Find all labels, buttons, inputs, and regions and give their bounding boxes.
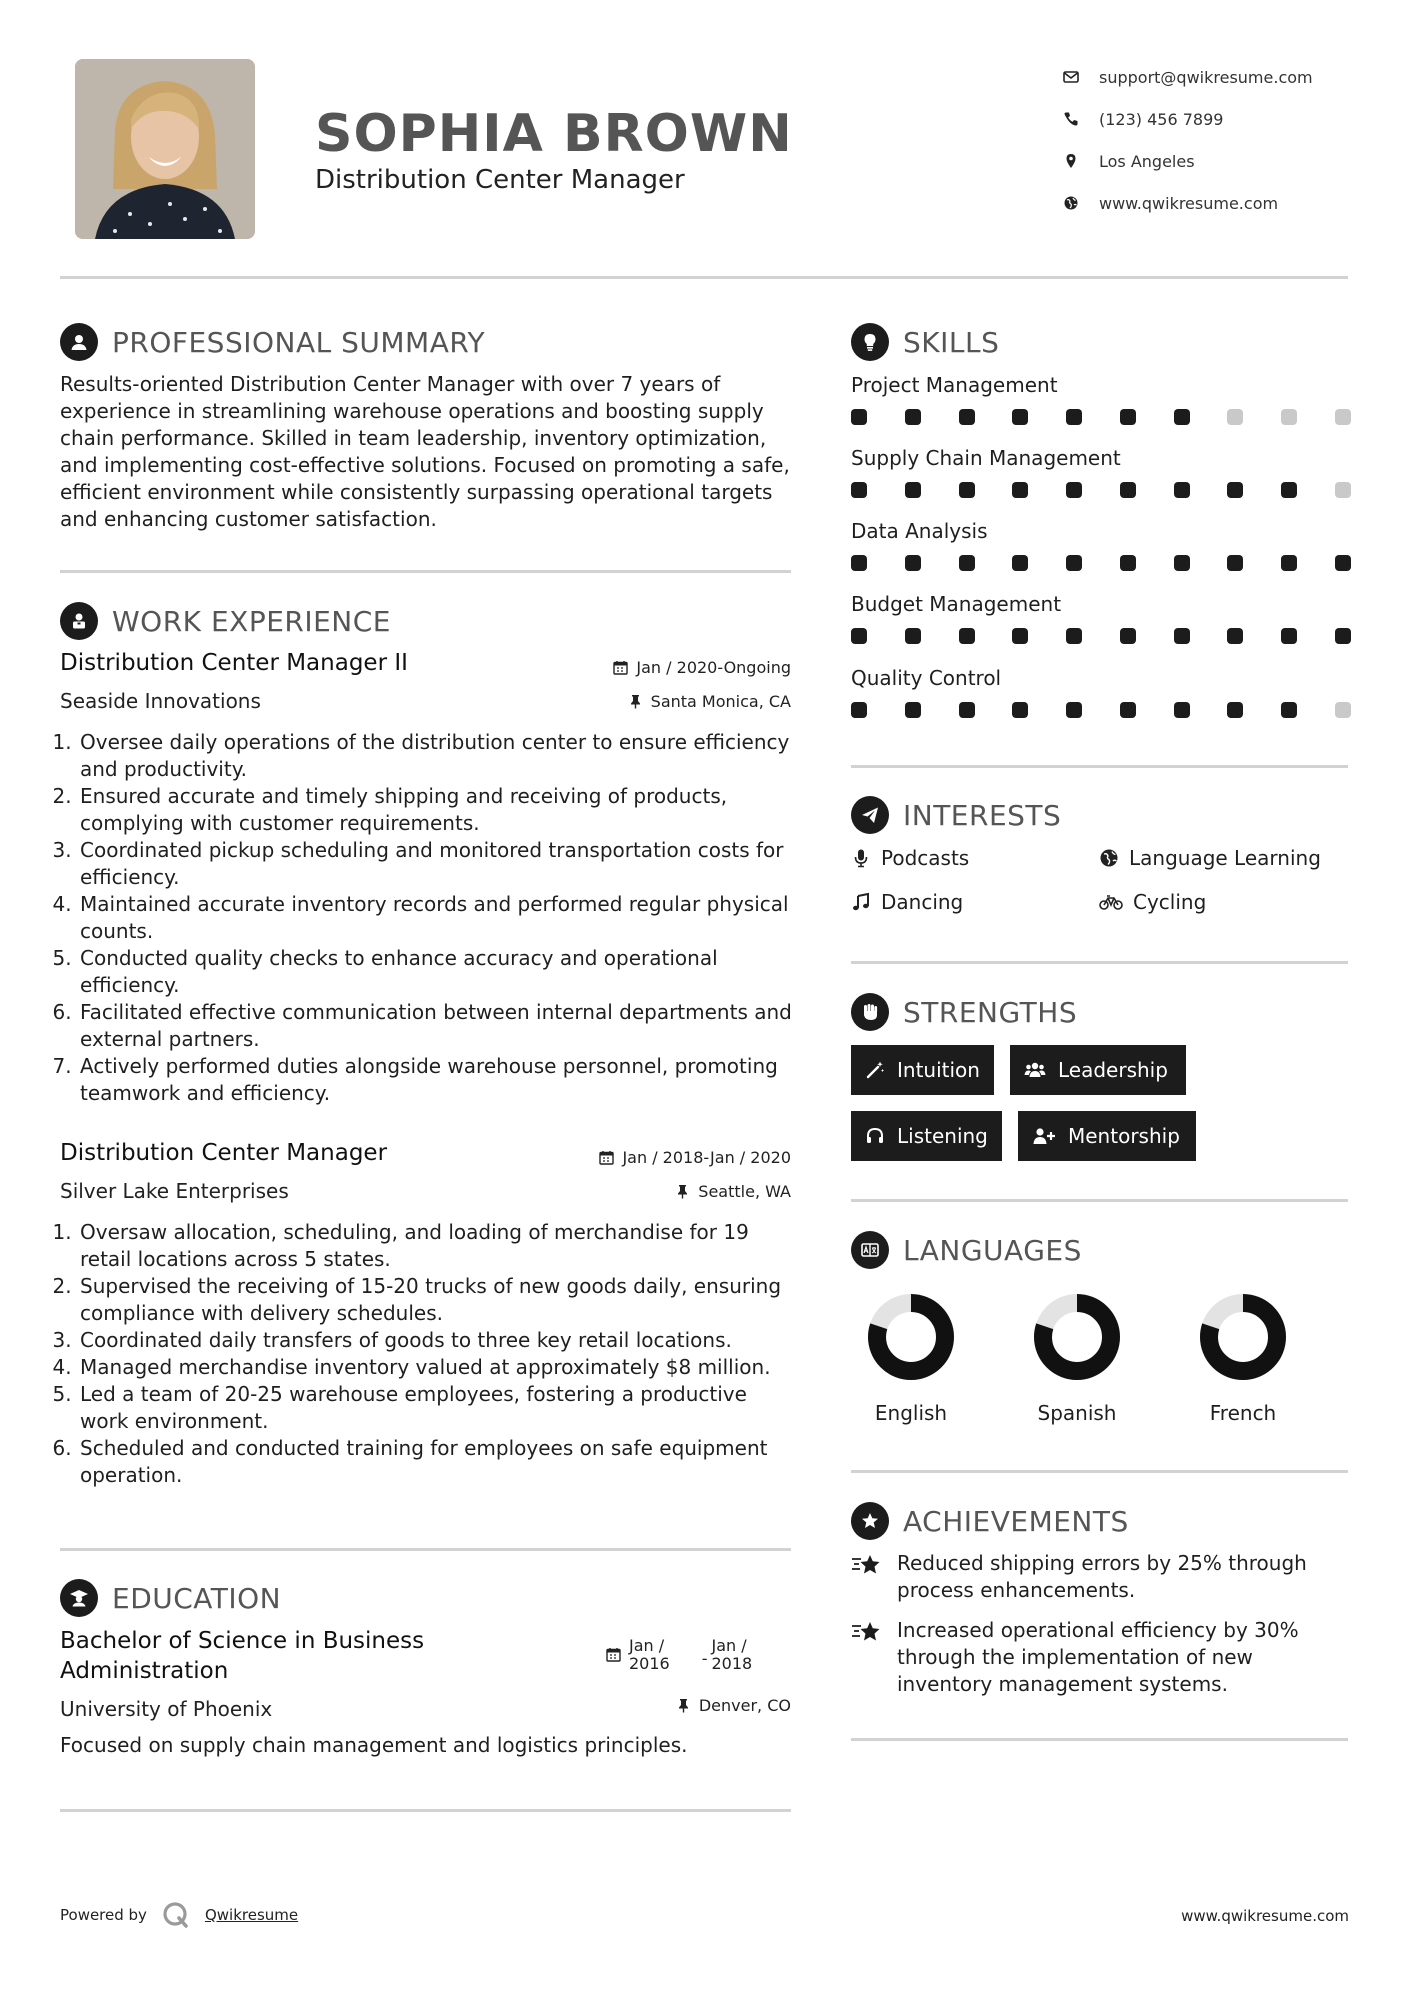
strength-mentorship-label: Mentorship — [1068, 1124, 1180, 1148]
experience-heading — [60, 602, 391, 640]
education-location-text: Denver, CO — [698, 1696, 791, 1715]
skill-dot-filled — [1120, 555, 1136, 571]
user-icon — [60, 323, 98, 361]
list-item: 5. Conducted quality checks to enhance accuracy and operational efficiency. — [78, 945, 800, 999]
achievement-2 — [851, 1617, 1341, 1698]
education-title: EDUCATION — [112, 1581, 282, 1615]
skill-1-name: Project Management — [851, 373, 1058, 397]
footer-powered-by — [60, 1900, 298, 1930]
pushpin-icon — [675, 1184, 690, 1199]
language-english-ring — [867, 1293, 955, 1381]
lightbulb-icon — [851, 323, 889, 361]
job-2-bullets — [60, 1219, 800, 1489]
list-item: 4. Maintained accurate inventory records and performed regular physical counts. — [78, 891, 800, 945]
education-date — [606, 1637, 752, 1673]
phone-icon — [1063, 111, 1099, 127]
pushpin-icon — [676, 1698, 691, 1713]
education-date-start — [629, 1637, 670, 1673]
skill-4-rating — [851, 628, 1351, 644]
skill-dot-filled — [851, 409, 867, 425]
skill-5-rating — [851, 702, 1351, 718]
skill-dot-filled — [1066, 409, 1082, 425]
achievements-heading — [851, 1502, 1129, 1540]
summary-title: PROFESSIONAL SUMMARY — [112, 325, 486, 359]
music-note-icon — [851, 892, 871, 912]
interests-divider — [851, 961, 1348, 964]
language-english-name: English — [874, 1401, 948, 1425]
skill-dot-empty — [1281, 409, 1297, 425]
list-item: 3. Coordinated daily transfers of goods to three key retail locations. — [78, 1327, 800, 1354]
skill-dot-filled — [1335, 628, 1351, 644]
skill-4-name: Budget Management — [851, 592, 1062, 616]
calendar-icon — [599, 1150, 614, 1165]
language-french-name: French — [1209, 1401, 1277, 1425]
interest-podcasts — [851, 846, 969, 870]
candidate-name: SOPHIA BROWN — [315, 104, 793, 164]
skill-dot-filled — [1066, 482, 1082, 498]
skill-1-rating — [851, 409, 1351, 425]
calendar-icon — [606, 1647, 621, 1662]
job-2-date-text: Jan / 2018-Jan / 2020 — [622, 1148, 791, 1167]
language-spanish-name: Spanish — [1037, 1401, 1117, 1425]
summary-text: Results-oriented Distribution Center Manager with over 7 years of experience in streamlining warehouse operations and boosting supply chain performance. Skilled in team leadership, inventory optimization, and implementing cost-effective solutions. Focused on promoting a safe, efficient environment while consistently surpassing operational targets and enhancing customer satisfaction. — [60, 372, 790, 531]
education-heading — [60, 1579, 281, 1617]
skill-dot-filled — [905, 482, 921, 498]
achievement-1-text: Reduced shipping errors by 25% through process enhancements. — [897, 1551, 1307, 1602]
achievements-title: ACHIEVEMENTS — [903, 1504, 1129, 1538]
strength-intuition — [851, 1045, 994, 1095]
education-date-start-month: Jan / — [629, 1636, 665, 1655]
skills-title: SKILLS — [903, 325, 1000, 359]
skill-dot-filled — [905, 628, 921, 644]
candidate-role: Distribution Center Manager — [315, 165, 685, 195]
skill-dot-filled — [905, 409, 921, 425]
contact-email-text: support@qwikresume.com — [1099, 67, 1313, 87]
skill-dot-filled — [1120, 482, 1136, 498]
summary-heading — [60, 323, 485, 361]
headphones-icon — [865, 1126, 885, 1146]
portrait-image — [75, 59, 255, 239]
skill-dot-filled — [1120, 628, 1136, 644]
skill-dot-filled — [959, 628, 975, 644]
skill-dot-filled — [1066, 555, 1082, 571]
envelope-icon — [1063, 69, 1099, 85]
job-1-date — [613, 658, 791, 677]
qwikresume-logo-icon — [161, 1900, 191, 1930]
language-icon — [851, 1231, 889, 1269]
contact-location-text: Los Angeles — [1099, 151, 1195, 171]
list-item: 7. Actively performed duties alongside warehouse personnel, promoting teamwork and efficiency. — [78, 1053, 800, 1107]
job-2-company: Silver Lake Enterprises — [60, 1179, 289, 1203]
skill-dot-filled — [1281, 702, 1297, 718]
job-2-title: Distribution Center Manager — [60, 1140, 388, 1166]
summary-divider — [60, 570, 791, 573]
contact-website-text: www.qwikresume.com — [1099, 193, 1279, 213]
contact-phone-text: (123) 456 7899 — [1099, 109, 1224, 129]
contact-email[interactable] — [1063, 56, 1383, 98]
skill-dot-filled — [1174, 702, 1190, 718]
skill-dot-filled — [959, 482, 975, 498]
strengths-divider — [851, 1199, 1348, 1202]
skill-dot-filled — [1012, 628, 1028, 644]
pushpin-icon — [628, 694, 643, 709]
skill-dot-filled — [851, 702, 867, 718]
shooting-star-icon — [851, 1619, 885, 1647]
star-badge-icon — [851, 1502, 889, 1540]
bicycle-icon — [1099, 892, 1123, 912]
achievement-2-text: Increased operational efficiency by 30% through the implementation of new inventory management systems. — [897, 1618, 1299, 1696]
qwikresume-link[interactable]: Qwikresume — [204, 1906, 299, 1924]
contact-website[interactable] — [1063, 182, 1383, 224]
skill-dot-filled — [1174, 555, 1190, 571]
skill-dot-filled — [1012, 702, 1028, 718]
skill-5-name: Quality Control — [851, 666, 1002, 690]
skill-dot-filled — [959, 555, 975, 571]
education-date-end-month: Jan / — [711, 1636, 747, 1655]
languages-title: LANGUAGES — [903, 1233, 1082, 1267]
interest-podcasts-label: Podcasts — [881, 846, 970, 870]
contact-list — [1063, 56, 1383, 224]
job-1-date-text: Jan / 2020-Ongoing — [636, 658, 791, 677]
skill-dot-filled — [851, 482, 867, 498]
education-date-start-year: 2016 — [629, 1654, 670, 1673]
language-spanish-ring — [1033, 1293, 1121, 1381]
skill-dot-filled — [1227, 555, 1243, 571]
list-item: 2. Supervised the receiving of 15-20 trucks of new goods daily, ensuring compliance with delivery schedules. — [78, 1273, 800, 1327]
list-item: 1. Oversaw allocation, scheduling, and loading of merchandise for 19 retail locations across 5 states. — [78, 1219, 800, 1273]
skill-dot-empty — [1335, 409, 1351, 425]
strength-mentorship — [1018, 1111, 1196, 1161]
education-location — [676, 1696, 791, 1715]
list-item: 6. Scheduled and conducted training for employees on safe equipment operation. — [78, 1435, 800, 1489]
globe-icon — [1063, 195, 1099, 211]
interest-cycling-label: Cycling — [1133, 890, 1207, 914]
interest-dancing-label: Dancing — [881, 890, 964, 914]
skill-dot-filled — [1174, 482, 1190, 498]
skill-dot-filled — [1227, 702, 1243, 718]
skill-dot-filled — [1227, 482, 1243, 498]
skill-dot-filled — [959, 702, 975, 718]
interests-heading — [851, 796, 1061, 834]
contact-location — [1063, 140, 1383, 182]
education-date-end-year: 2018 — [711, 1654, 753, 1673]
skill-dot-filled — [851, 628, 867, 644]
skill-2-name: Supply Chain Management — [851, 446, 1121, 470]
strength-intuition-label: Intuition — [897, 1058, 980, 1082]
job-1-company: Seaside Innovations — [60, 689, 261, 713]
skill-3-rating — [851, 555, 1351, 571]
job-1-location — [628, 692, 791, 711]
skill-2-rating — [851, 482, 1351, 498]
skill-3-name: Data Analysis — [851, 519, 988, 543]
job-1-bullets — [60, 729, 800, 1107]
strength-leadership — [1010, 1045, 1186, 1095]
magic-wand-icon — [865, 1060, 885, 1080]
list-item: 6. Facilitated effective communication between internal departments and external partners. — [78, 999, 800, 1053]
list-item: 4. Managed merchandise inventory valued at approximately $8 million. — [78, 1354, 800, 1381]
school-name: University of Phoenix — [60, 1697, 273, 1721]
shooting-star-icon — [851, 1552, 885, 1580]
footer-website[interactable]: www.qwikresume.com — [1181, 1907, 1349, 1925]
interests-title: INTERESTS — [903, 798, 1062, 832]
interest-dancing — [851, 890, 963, 914]
skill-dot-filled — [1012, 482, 1028, 498]
map-pin-icon — [1063, 153, 1099, 169]
skill-dot-filled — [1281, 628, 1297, 644]
strength-leadership-label: Leadership — [1058, 1058, 1168, 1082]
skills-heading — [851, 323, 999, 361]
languages-divider — [851, 1470, 1348, 1473]
skill-dot-empty — [1335, 702, 1351, 718]
language-french-ring — [1199, 1293, 1287, 1381]
skill-dot-filled — [1335, 555, 1351, 571]
graduate-icon — [60, 1579, 98, 1617]
strengths-title: STRENGTHS — [903, 995, 1078, 1029]
job-2-location-text: Seattle, WA — [698, 1182, 791, 1201]
degree-line-2: Administration — [60, 1658, 229, 1684]
language-english — [851, 1293, 971, 1425]
strength-listening-label: Listening — [897, 1124, 988, 1148]
raised-fist-icon — [851, 993, 889, 1031]
language-spanish — [1017, 1293, 1137, 1425]
interest-language-learning-label: Language Learning — [1129, 846, 1321, 870]
powered-by-label: Powered by — [60, 1906, 147, 1924]
skill-dot-filled — [1281, 482, 1297, 498]
list-item: 2. Ensured accurate and timely shipping and receiving of products, complying with customer requirements. — [78, 783, 800, 837]
education-divider — [60, 1809, 791, 1812]
experience-divider — [60, 1548, 791, 1551]
job-1-title: Distribution Center Manager II — [60, 650, 408, 676]
header-divider — [60, 276, 1348, 279]
skill-dot-filled — [1120, 702, 1136, 718]
skill-dot-filled — [1281, 555, 1297, 571]
achievements-divider — [851, 1738, 1348, 1741]
skill-dot-filled — [1066, 628, 1082, 644]
interest-cycling — [1099, 890, 1206, 914]
education-description: Focused on supply chain management and logistics principles. — [60, 1733, 688, 1757]
achievement-1 — [851, 1550, 1341, 1604]
interest-language-learning — [1099, 846, 1321, 870]
skill-dot-empty — [1335, 482, 1351, 498]
skill-dot-filled — [1012, 555, 1028, 571]
calendar-icon — [613, 660, 628, 675]
contact-phone[interactable] — [1063, 98, 1383, 140]
user-plus-icon — [1032, 1126, 1056, 1146]
job-2-location — [675, 1182, 791, 1201]
paper-plane-icon — [851, 796, 889, 834]
skill-dot-filled — [1227, 628, 1243, 644]
languages-heading — [851, 1231, 1082, 1269]
skill-dot-filled — [1174, 628, 1190, 644]
skill-dot-filled — [905, 555, 921, 571]
skill-dot-filled — [905, 702, 921, 718]
skill-dot-filled — [1120, 409, 1136, 425]
strengths-heading — [851, 993, 1077, 1031]
skill-dot-filled — [959, 409, 975, 425]
skill-dot-filled — [851, 555, 867, 571]
microphone-icon — [851, 848, 871, 868]
education-date-separator: - — [701, 1649, 708, 1668]
skills-divider — [851, 765, 1348, 768]
strength-listening — [851, 1111, 1002, 1161]
globe-icon — [1099, 848, 1119, 868]
list-item: 3. Coordinated pickup scheduling and monitored transportation costs for efficiency. — [78, 837, 800, 891]
profile-photo — [75, 59, 255, 239]
education-date-end — [712, 1637, 753, 1673]
experience-title: WORK EXPERIENCE — [112, 604, 391, 638]
skill-dot-empty — [1227, 409, 1243, 425]
skill-dot-filled — [1012, 409, 1028, 425]
briefcase-user-icon — [60, 602, 98, 640]
users-icon — [1024, 1060, 1046, 1080]
degree-line-1: Bachelor of Science in Business — [60, 1628, 425, 1654]
skill-dot-filled — [1066, 702, 1082, 718]
job-1-location-text: Santa Monica, CA — [650, 692, 791, 711]
list-item: 5. Led a team of 20-25 warehouse employees, fostering a productive work environment. — [78, 1381, 800, 1435]
list-item: 1. Oversee daily operations of the distribution center to ensure efficiency and productivity. — [78, 729, 800, 783]
language-french — [1183, 1293, 1303, 1425]
skill-dot-filled — [1174, 409, 1190, 425]
job-2-date — [599, 1148, 791, 1167]
